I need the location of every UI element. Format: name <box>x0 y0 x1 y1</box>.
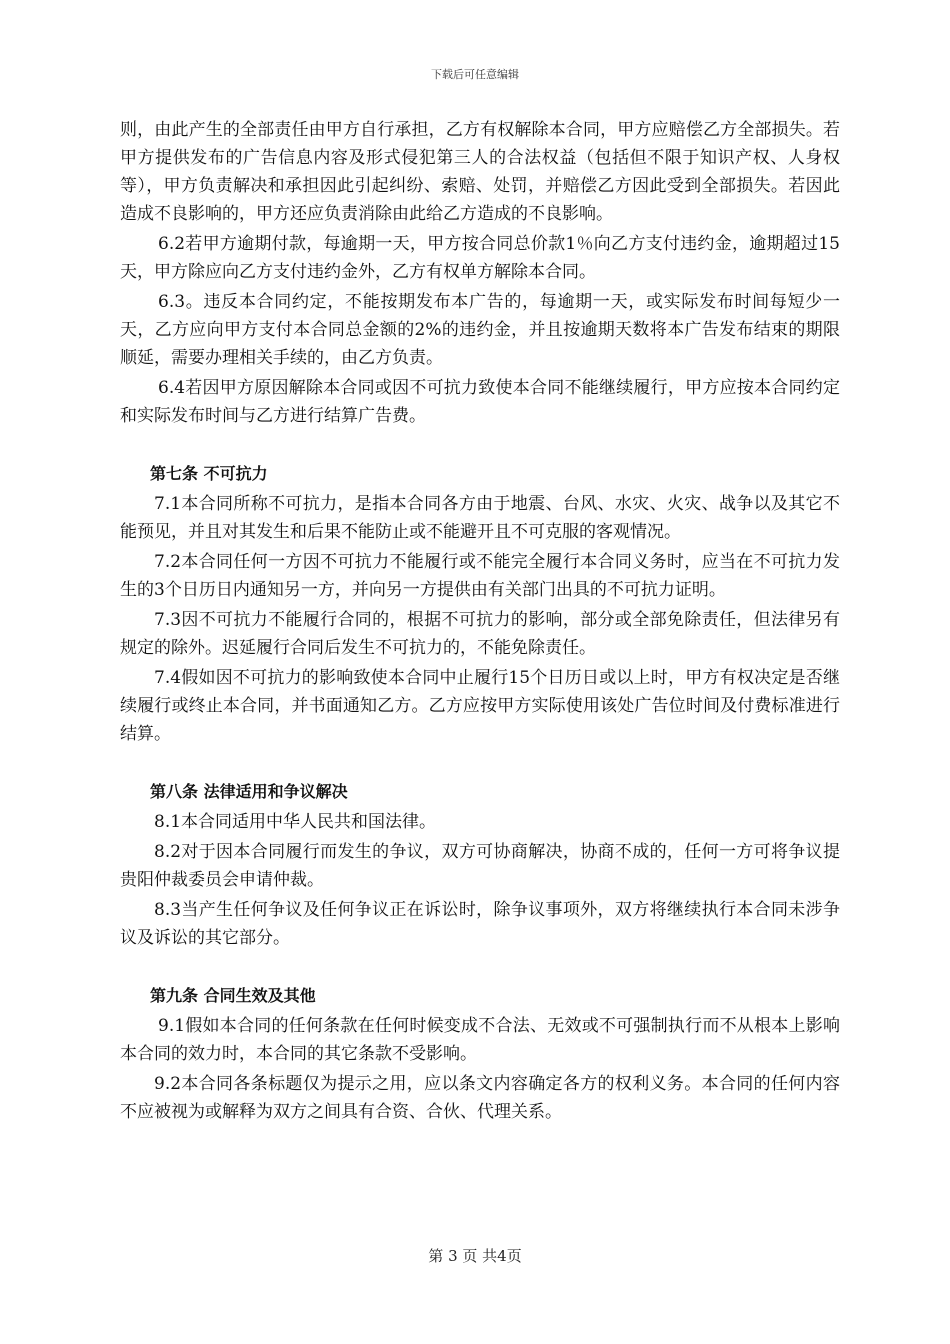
document-body <box>120 116 840 1128</box>
article-8-heading: 第八条 法律适用和争议解决 <box>150 782 348 801</box>
page-number-footer: 第 3 页 共4页 <box>428 1247 522 1265</box>
article-9-heading: 第九条 合同生效及其他 <box>150 986 316 1005</box>
clause-8-2: 8.2对于因本合同履行而发生的争议，双方可协商解决，协商不成的，任何一方可将争议提贵阳仲裁委员会申请仲裁。 <box>120 842 840 890</box>
clause-9-2: 9.2本合同各条标题仅为提示之用，应以条文内容确定各方的权利义务。本合同的任何内容不应被视为或解释为双方之间具有合资、合伙、代理关系。 <box>120 1074 840 1122</box>
article-7-heading: 第七条 不可抗力 <box>150 464 268 483</box>
clause-7-4: 7.4假如因不可抗力的影响致使本合同中止履行15个日历日或以上时，甲方有权决定是否继续履行或终止本合同，并书面通知乙方。乙方应按甲方实际使用该处广告位时间及付费标准进行结算。 <box>120 668 840 744</box>
clause-8-1: 8.1本合同适用中华人民共和国法律。 <box>154 812 437 832</box>
clause-7-1: 7.1本合同所称不可抗力，是指本合同各方由于地震、台风、水灾、火灾、战争以及其它不能预见，并且对其发生和后果不能防止或不能避开且不可克服的客观情况。 <box>120 494 840 542</box>
clause-9-1: 9.1假如本合同的任何条款在任何时候变成不合法、无效或不可强制执行而不从根本上影响本合同的效力时，本合同的其它条款不受影响。 <box>120 1016 840 1064</box>
page-header: 下载后可任意编辑 <box>431 68 519 81</box>
clause-6-3: 6.3。违反本合同约定，不能按期发布本广告的，每逾期一天，或实际发布时间每短少一天，乙方应向甲方支付本合同总金额的2%的违约金，并且按逾期天数将本广告发布结束的期限顺延，需要办理相关手续的，由乙方负责。 <box>120 292 840 368</box>
paragraph-continuation: 则，由此产生的全部责任由甲方自行承担，乙方有权解除本合同，甲方应赔偿乙方全部损失。若甲方提供发布的广告信息内容及形式侵犯第三人的合法权益（包括但不限于知识产权、人身权等），甲方负责解决和承担因此引起纠纷、索赔、处罚，并赔偿乙方因此受到全部损失。若因此造成不良影响的，甲方还应负责消除由此给乙方造成的不良影响。 <box>120 120 840 224</box>
clause-7-3: 7.3因不可抗力不能履行合同的，根据不可抗力的影响，部分或全部免除责任，但法律另有规定的除外。迟延履行合同后发生不可抗力的，不能免除责任。 <box>120 610 840 658</box>
clause-6-4: 6.4若因甲方原因解除本合同或因不可抗力致使本合同不能继续履行，甲方应按本合同约定和实际发布时间与乙方进行结算广告费。 <box>120 378 840 426</box>
clause-6-2: 6.2若甲方逾期付款，每逾期一天，甲方按合同总价款1％向乙方支付违约金，逾期超过15天，甲方除应向乙方支付违约金外，乙方有权单方解除本合同。 <box>120 234 840 282</box>
clause-7-2: 7.2本合同任何一方因不可抗力不能履行或不能完全履行本合同义务时，应当在不可抗力发生的3个日历日内通知另一方，并向另一方提供由有关部门出具的不可抗力证明。 <box>120 552 840 600</box>
clause-8-3: 8.3当产生任何争议及任何争议正在诉讼时，除争议事项外，双方将继续执行本合同未涉争议及诉讼的其它部分。 <box>120 900 840 948</box>
